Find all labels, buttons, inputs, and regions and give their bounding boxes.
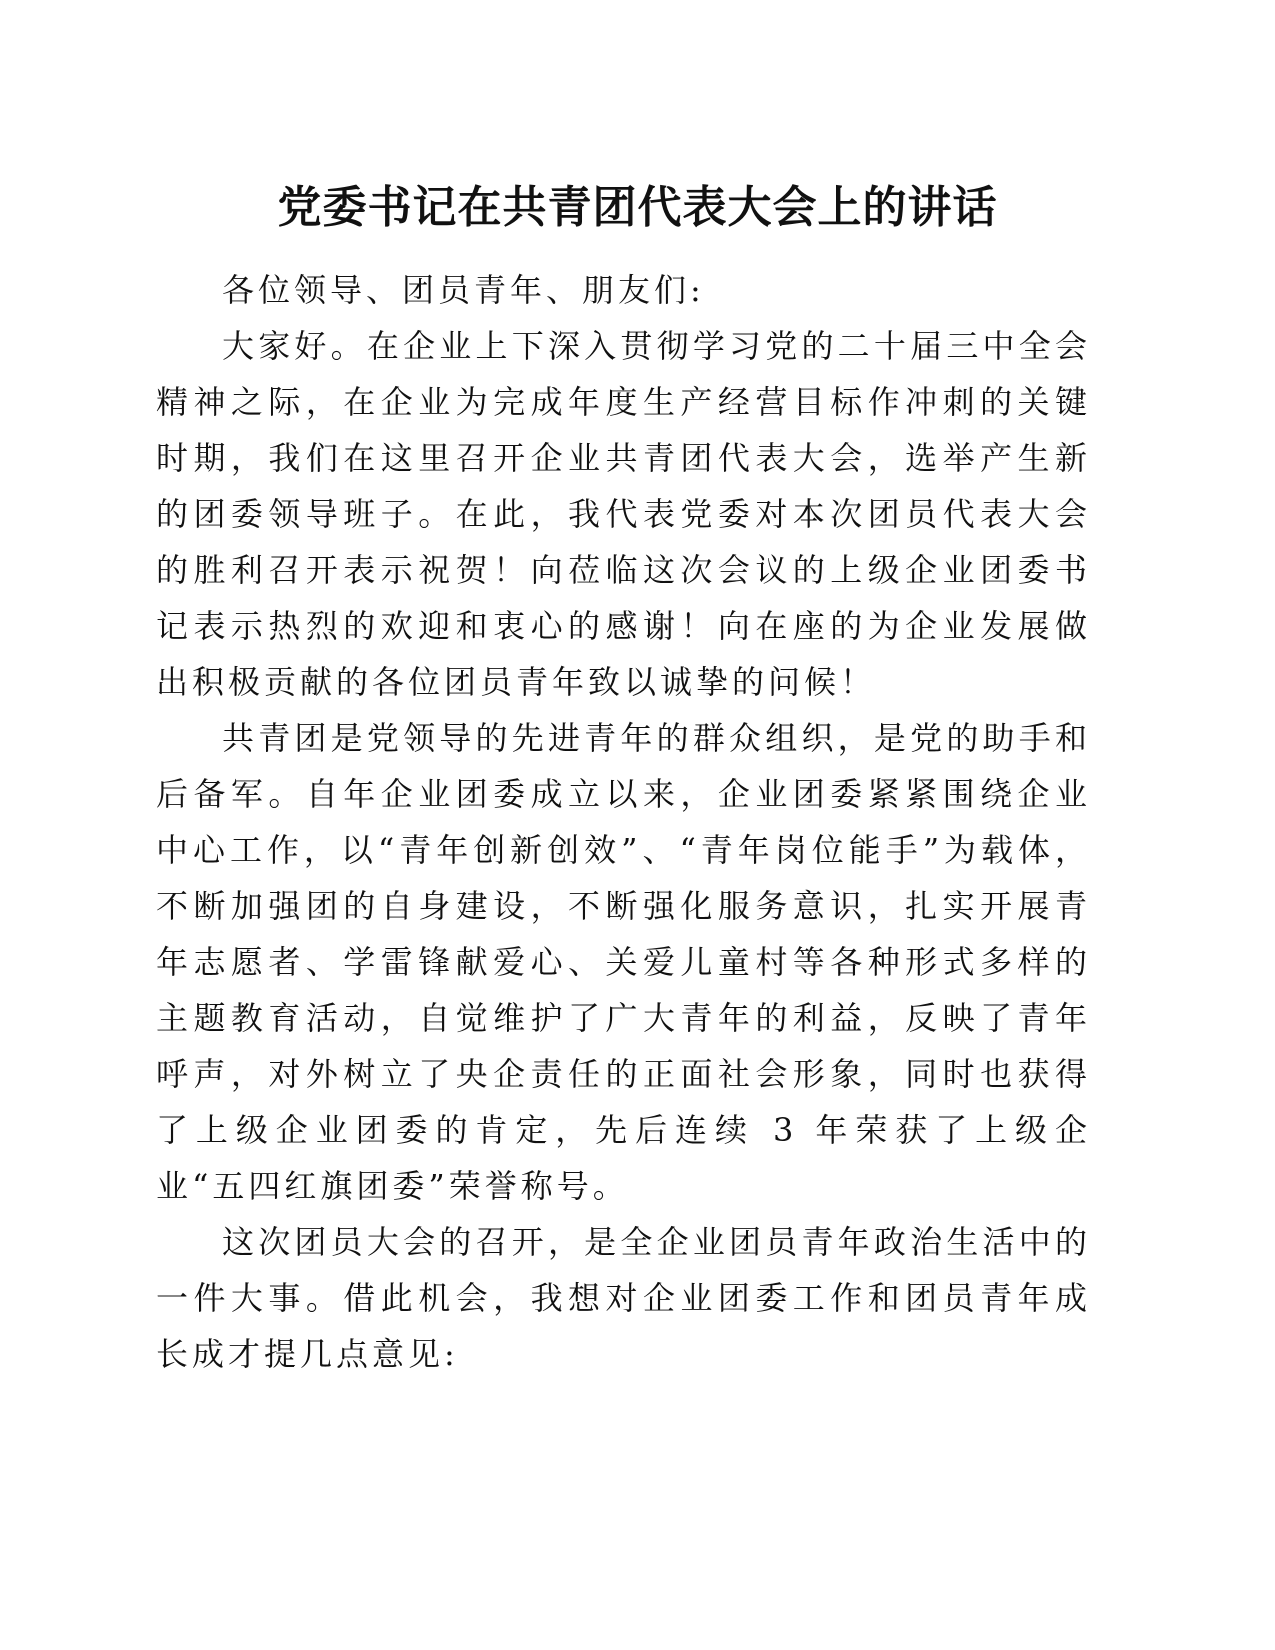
document-title: 党委书记在共青团代表大会上的讲话 xyxy=(277,182,998,233)
paragraph-youth-league: 共青团是党领导的先进青年的群众组织，是党的助手和后备军。自年企业团委成立以来，企业团委紧紧围绕企业中心工作，以“青年创新创效”、“青年岗位能手”为载体，不断加强团的自身建设，不断强化服务意识，扎实开展青年志愿者、学雷锋献爱心、关爱儿童村等各种形式多样的主题教育活动，自觉维护了广大青年的利益，反映了青年呼声，对外树立了央企责任的正面社会形象，同时也获得了上级企业团委的肯定，先后连续 3 年荣获了上级企业“五四红旗团委”荣誉称号。 xyxy=(156,719,1091,1205)
document-body xyxy=(156,262,1091,1382)
salutation: 各位领导、团员青年、朋友们: xyxy=(222,271,705,309)
paragraph-opening: 大家好。在企业上下深入贯彻学习党的二十届三中全会精神之际，在企业为完成年度生产经营目标作冲刺的关键时期，我们在这里召开企业共青团代表大会，选举产生新的团委领导班子。在此，我代表党委对本次团员代表大会的胜利召开表示祝贺！向莅临这次会议的上级企业团委书记表示热烈的欢迎和衷心的感谢！向在座的为企业发展做出积极贡献的各位团员青年致以诚挚的问候！ xyxy=(156,327,1091,701)
paragraph-suggestions: 这次团员大会的召开，是全企业团员青年政治生活中的一件大事。借此机会，我想对企业团委工作和团员青年成长成才提几点意见: xyxy=(156,1223,1091,1373)
